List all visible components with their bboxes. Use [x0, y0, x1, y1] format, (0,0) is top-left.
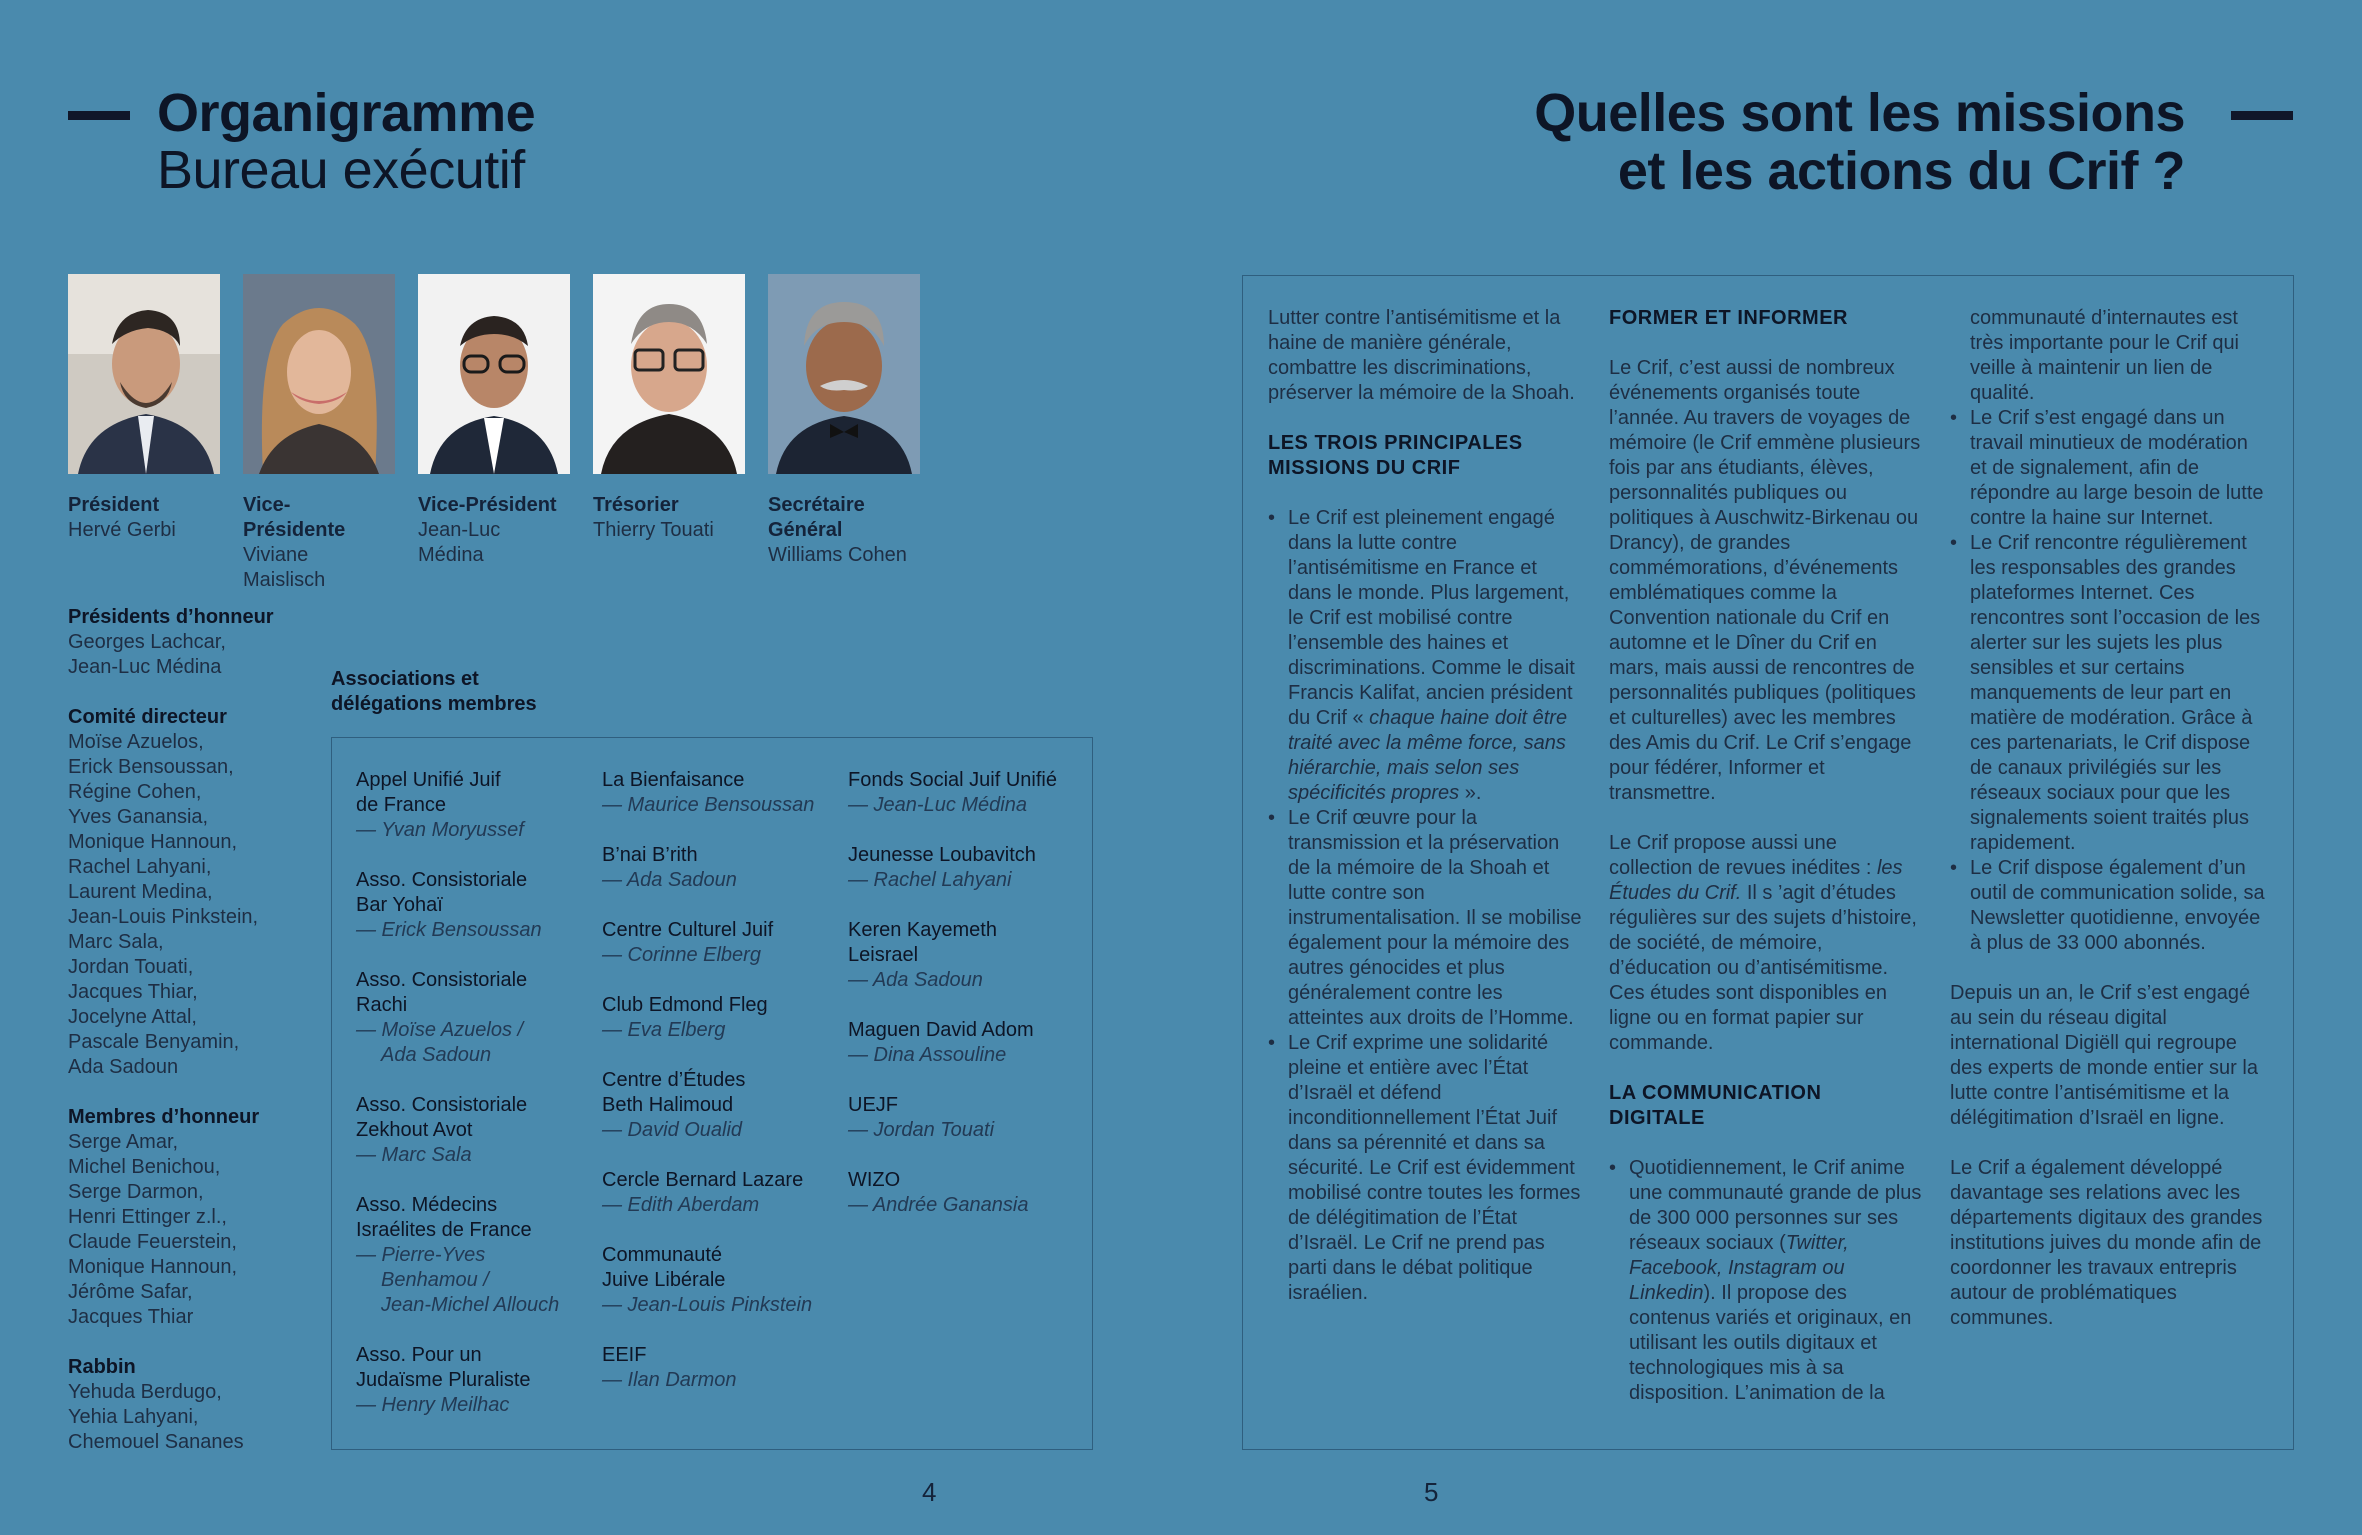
officer-name: Thierry Touati: [593, 519, 714, 541]
association-delegate: — Rachel Lahyani: [848, 869, 1012, 891]
missions-col-1: [1268, 306, 1583, 1331]
association-delegate: — Marc Sala: [356, 1144, 472, 1166]
association-name: Judaïsme Pluraliste: [356, 1369, 531, 1391]
member-name: Serge Darmon,: [68, 1181, 204, 1203]
association-delegate: — Jordan Touati: [848, 1119, 995, 1141]
list-item-text: Le Crif est pleinement engagé dans la lutte contre l’antisémitisme en France et dans le monde. Plus largement, le Crif est mobilisé contre l’ensemble des haines et discriminations. Comme le disait Francis Kalifat, ancien président du Crif «: [1288, 507, 1575, 729]
member-name: Georges Lachcar,: [68, 631, 226, 653]
association-item: [848, 1018, 1088, 1068]
association-item: [602, 843, 842, 893]
member-name: Yehuda Berdugo,: [68, 1381, 222, 1403]
list-item-text: Le Crif dispose également d’un outil de communication solide, sa Newsletter quotidienne, envoyée à plus de 33 000 abonnés.: [1970, 857, 2265, 954]
association-name: Communauté: [602, 1244, 723, 1266]
list-item: [1950, 856, 2270, 956]
officer-vice-president: [418, 493, 588, 568]
page-number-right: 5: [1424, 1477, 1439, 1507]
member-name: Michel Benichou,: [68, 1156, 221, 1178]
association-name: Centre d’Études: [602, 1069, 746, 1091]
italic-text: les Études du Crif.: [1609, 857, 1903, 904]
portrait-vice-president: [418, 274, 570, 474]
portrait-tresorier: [593, 274, 745, 474]
officer-name: Jean-Luc Médina: [418, 519, 501, 566]
comite-directeur: [68, 705, 308, 1080]
association-item: [848, 1168, 1088, 1218]
association-name: Asso. Pour un: [356, 1344, 482, 1366]
association-item: [848, 768, 1088, 818]
association-item: [848, 843, 1088, 893]
list-item: [1950, 406, 2270, 531]
association-item: [602, 768, 842, 818]
member-name: Henri Ettinger z.l.,: [68, 1206, 227, 1228]
member-name: Jean-Luc Médina: [68, 656, 222, 678]
page-number-left: 4: [922, 1477, 937, 1507]
portrait-secretaire-general: [768, 274, 920, 474]
section-heading: LES TROIS PRINCIPALES MISSIONS DU CRIF: [1268, 432, 1523, 479]
association-delegate: Benhamou /: [381, 1269, 489, 1291]
association-name: Cercle Bernard Lazare: [602, 1169, 804, 1191]
list-item-text: Le Crif exprime une solidarité pleine et entière avec l’État d’Israël et défend inconditionnellement l’État Juif dans sa pérennité et dans sa sécurité. Le Crif est évidemment mobilisé contre toutes les formes de délégitimation de l’État d’Israël. Le Crif ne prend pas parti dans le débat politique israélien.: [1288, 1032, 1581, 1304]
list-item-text: Le Crif s’est engagé dans un travail minutieux de modération et de signalement, afin de répondre au large besoin de lutte contre la haine sur Internet.: [1970, 407, 2264, 529]
associations-box: [331, 737, 1093, 1450]
association-item: [848, 918, 1088, 993]
member-name: Claude Feuerstein,: [68, 1231, 237, 1253]
digital-list-cont: [1950, 306, 2270, 956]
association-item: [356, 1193, 596, 1318]
officer-vice-presidente: [243, 493, 363, 593]
association-delegate: — Henry Meilhac: [356, 1394, 510, 1416]
association-name: Rachi: [356, 994, 408, 1016]
association-delegate: — Dina Assouline: [848, 1044, 1007, 1066]
officer-role: Vice-Présidente: [243, 494, 346, 541]
member-name: Erick Bensoussan,: [68, 756, 234, 778]
association-name: La Bienfaisance: [602, 769, 745, 791]
association-item: [602, 993, 842, 1043]
association-item: [602, 1243, 842, 1318]
group-title: Comité directeur: [68, 706, 227, 728]
officer-president: [68, 493, 238, 543]
member-name: Jean-Louis Pinkstein,: [68, 906, 259, 928]
list-item-text: Le Crif rencontre régulièrement les responsables des grandes plateformes Internet. Ces rencontres sont l’occasion de les alerter sur les sujets les plus sensibles et sur certains manquements de leur part en matière de modération. Grâce à ces partenariats, le Crif dispose de canaux privilégiés sur les réseaux sociaux pour que les signalements soient traités plus rapidement.: [1970, 532, 2261, 854]
list-item: [1268, 506, 1583, 806]
association-item: [602, 918, 842, 968]
association-delegate: — Jean-Luc Médina: [848, 794, 1027, 816]
paragraph-text: Il s ’agit d’études régulières sur des sujets d’histoire, de société, de mémoire, d’éducation ou d’antisémitisme. Ces études sont disponibles en ligne ou en format papier sur commande.: [1609, 882, 1917, 1054]
association-delegate: — Corinne Elberg: [602, 944, 761, 966]
association-name: de France: [356, 794, 447, 816]
association-delegate: — Andrée Ganansia: [848, 1194, 1029, 1216]
page-title-right: [1534, 84, 2185, 200]
association-name: Zekhout Avot: [356, 1119, 473, 1141]
paragraph-text: Le Crif propose aussi une collection de revues inédites :: [1609, 832, 1877, 879]
list-item-text: Le Crif œuvre pour la transmission et la préservation de la mémoire de la Shoah et lutte contre son instrumentalisation. Il se mobilise également pour la mémoire des autres génocides et plus généralement contre les atteintes aux droits de l’Homme.: [1288, 807, 1582, 1029]
title-line: et les actions du Crif ?: [1617, 141, 2185, 201]
association-name: UEJF: [848, 1094, 898, 1116]
intro-paragraph: Lutter contre l’antisémitisme et la haine de manière générale, combattre les discriminations, préserver la mémoire de la Shoah.: [1268, 307, 1575, 404]
missions-col-3: [1950, 306, 2270, 1356]
member-name: Rachel Lahyani,: [68, 856, 212, 878]
association-name: Fonds Social Juif Unifié: [848, 769, 1057, 791]
presidents-honneur: [68, 605, 308, 680]
association-delegate: — Maurice Bensoussan: [602, 794, 815, 816]
association-item: [356, 1343, 596, 1418]
missions-list: [1268, 506, 1583, 1306]
section-heading: FORMER ET INFORMER: [1609, 307, 1848, 329]
italic-text: Twitter, Facebook, Instagram ou Linkedin: [1629, 1232, 1849, 1304]
association-delegate: — Ada Sadoun: [848, 969, 983, 991]
association-name: Keren Kayemeth: [848, 919, 997, 941]
section-heading: LA COMMUNICATION DIGITALE: [1609, 1082, 1822, 1129]
title-dash-right: [2231, 111, 2293, 120]
member-name: Jordan Touati,: [68, 956, 194, 978]
digital-list: [1609, 1156, 1924, 1406]
association-delegate: — Yvan Moryussef: [356, 819, 524, 841]
member-name: Régine Cohen,: [68, 781, 202, 803]
associations-title-line: délégations membres: [331, 693, 537, 715]
paragraph: Depuis un an, le Crif s’est engagé au sein du réseau digital international Digiëll qui regroupe des experts de monde entier sur la lutte contre l’antisémitisme et la délégitimation d’Israël en ligne.: [1950, 982, 2258, 1129]
association-name: EEIF: [602, 1344, 647, 1366]
association-name: Beth Halimoud: [602, 1094, 734, 1116]
member-name: Moïse Azuelos,: [68, 731, 204, 753]
list-item: [1609, 1156, 1924, 1406]
member-name: Monique Hannoun,: [68, 1256, 238, 1278]
officer-secretaire-general: [768, 493, 928, 568]
association-name: Asso. Médecins: [356, 1194, 498, 1216]
member-name: Jacques Thiar,: [68, 981, 198, 1003]
group-title: Rabbin: [68, 1356, 136, 1378]
association-name: Asso. Consistoriale: [356, 869, 528, 891]
member-name: Monique Hannoun,: [68, 831, 238, 853]
officer-name: Viviane Maislisch: [243, 544, 326, 591]
association-name: Jeunesse Loubavitch: [848, 844, 1036, 866]
association-delegate: — Erick Bensoussan: [356, 919, 542, 941]
quote-text: chaque haine doit être traité avec la même force, sans hiérarchie, mais selon ses spécificités propres: [1288, 707, 1568, 804]
officer-role: Trésorier: [593, 494, 679, 516]
missions-box: [1242, 275, 2294, 1450]
list-item: [1950, 531, 2270, 856]
association-delegate: — David Oualid: [602, 1119, 743, 1141]
association-name: Bar Yohaï: [356, 894, 443, 916]
list-item-text: ».: [1459, 782, 1482, 804]
officer-tresorier: [593, 493, 763, 543]
associations-col-1: [356, 768, 596, 1443]
association-item: [602, 1068, 842, 1143]
membres-honneur: [68, 1105, 308, 1330]
association-delegate: — Ada Sadoun: [602, 869, 737, 891]
group-title: Membres d’honneur: [68, 1106, 260, 1128]
association-delegate: — Edith Aberdam: [602, 1194, 760, 1216]
officer-role: Secrétaire Général: [768, 494, 865, 541]
group-title: Présidents d’honneur: [68, 606, 274, 628]
association-delegate: — Ilan Darmon: [602, 1369, 737, 1391]
paragraph: Le Crif a également développé davantage ses relations avec les départements digitaux des grandes institutions juives du monde afin de coordonner les travaux entrepris autour de problématiques communes.: [1950, 1157, 2263, 1329]
member-name: Jérôme Safar,: [68, 1281, 193, 1303]
title-line: Quelles sont les missions: [1534, 83, 2185, 143]
association-item: [848, 1093, 1088, 1143]
member-name: Yves Ganansia,: [68, 806, 209, 828]
association-name: Asso. Consistoriale: [356, 1094, 528, 1116]
association-name: WIZO: [848, 1169, 901, 1191]
list-item-text: Quotidiennement, le Crif anime une communauté grande de plus de 300 000 personnes sur ses réseaux sociaux (: [1629, 1157, 1922, 1254]
page-subtitle-left: Bureau exécutif: [157, 140, 525, 200]
page-title-left: Organigramme: [157, 83, 536, 143]
association-name: Leisrael: [848, 944, 919, 966]
association-name: Appel Unifié Juif: [356, 769, 501, 791]
list-item: [1268, 1031, 1583, 1306]
continued-text: communauté d’internautes est très importante pour le Crif qui veille à maintenir un lien de qualité.: [1970, 307, 2240, 404]
association-delegate: — Jean-Louis Pinkstein: [602, 1294, 813, 1316]
portrait-vice-presidente: [243, 274, 395, 474]
association-delegate: — Pierre-Yves: [356, 1244, 486, 1266]
member-name: Jocelyne Attal,: [68, 1006, 197, 1028]
association-delegate: Ada Sadoun: [381, 1044, 492, 1066]
association-name: Club Edmond Fleg: [602, 994, 768, 1016]
officer-name: Williams Cohen: [768, 544, 907, 566]
associations-col-2: [602, 768, 842, 1418]
officer-name: Hervé Gerbi: [68, 519, 176, 541]
associations-col-3: [848, 768, 1088, 1243]
member-name: Ada Sadoun: [68, 1056, 179, 1078]
list-item-text: ). Il propose des contenus variés et originaux, en utilisant les outils digitaux et technologiques mis à sa disposition. L’animation de la: [1629, 1282, 1912, 1404]
member-name: Chemouel Sananes: [68, 1431, 244, 1453]
association-name: Asso. Consistoriale: [356, 969, 528, 991]
member-name: Jacques Thiar: [68, 1306, 194, 1328]
member-name: Marc Sala,: [68, 931, 164, 953]
officer-role: Vice-Président: [418, 494, 557, 516]
association-name: Juive Libérale: [602, 1269, 726, 1291]
list-item: [1268, 806, 1583, 1031]
member-name: Laurent Medina,: [68, 881, 213, 903]
portrait-president: [68, 274, 220, 474]
association-item: [602, 1343, 842, 1393]
association-item: [356, 868, 596, 943]
missions-col-2: [1609, 306, 1924, 1431]
association-name: B’nai B’rith: [602, 844, 698, 866]
officer-role: Président: [68, 494, 160, 516]
association-name: Centre Culturel Juif: [602, 919, 774, 941]
association-delegate: — Moïse Azuelos /: [356, 1019, 524, 1041]
title-dash-left: [68, 111, 130, 120]
member-name: Pascale Benyamin,: [68, 1031, 240, 1053]
member-name: Yehia Lahyani,: [68, 1406, 199, 1428]
rabbin: [68, 1355, 308, 1455]
associations-title: [331, 667, 537, 717]
association-name: Maguen David Adom: [848, 1019, 1034, 1041]
member-name: Serge Amar,: [68, 1131, 179, 1153]
association-item: [602, 1168, 842, 1218]
paragraph: Le Crif, c’est aussi de nombreux événements organisés toute l’année. Au travers de voyages de mémoire (le Crif emmène plusieurs fois par ans étudiants, élèves, personnalités publiques ou politiques à Auschwitz-Birkenau ou Drancy), de grandes commémorations, d’événements emblématiques comme la Convention nationale du Crif en automne et le Dîner du Crif en mars, mais aussi de rencontres de personnalités publiques (politiques et culturelles) avec les membres des Amis du Crif. Le Crif s’engage pour fédérer, Informer et transmettre.: [1609, 357, 1921, 804]
paragraph: [1609, 831, 1924, 1056]
association-delegate: — Eva Elberg: [602, 1019, 726, 1041]
associations-title-line: Associations et: [331, 668, 479, 690]
association-item: [356, 768, 596, 843]
right-page: [1181, 0, 2362, 1535]
association-item: [356, 1093, 596, 1168]
association-name: Israélites de France: [356, 1219, 532, 1241]
association-delegate: Jean-Michel Allouch: [381, 1294, 560, 1316]
association-item: [356, 968, 596, 1068]
